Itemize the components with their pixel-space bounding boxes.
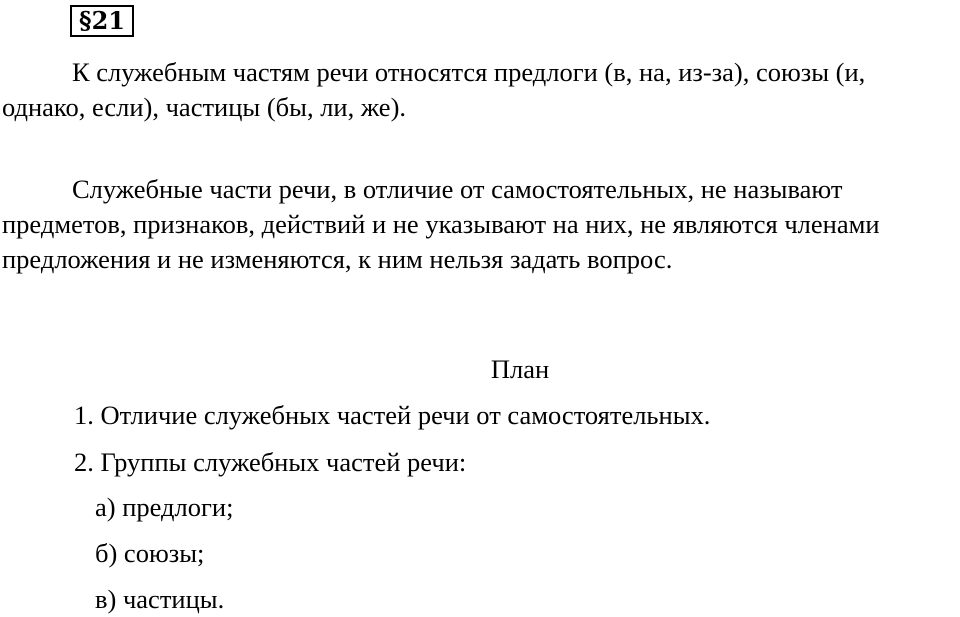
paragraph-1-line-2: однако, если), частицы (бы, ли, же). bbox=[2, 92, 407, 122]
plan-subitem-b: б) союзы; bbox=[95, 538, 205, 568]
plan-title: План bbox=[490, 354, 550, 384]
paragraph-2-line-1: Служебные части речи, в отличие от самостоятельных, не называют bbox=[72, 174, 843, 204]
plan-item-1: 1. Отличие служебных частей речи от самостоятельных. bbox=[74, 400, 711, 430]
plan-subitem-c: в) частицы. bbox=[95, 584, 225, 614]
paragraph-1-line-1: К служебным частям речи относятся предлоги (в, на, из-за), союзы (и, bbox=[72, 57, 866, 87]
paragraph-2-line-3: предложения и не изменяются, к ним нельзя задать вопрос. bbox=[2, 244, 673, 274]
section-number-badge bbox=[70, 5, 134, 37]
paragraph-1 bbox=[2, 55, 958, 125]
section-number: §21 bbox=[79, 6, 125, 35]
plan-item-2: 2. Группы служебных частей речи: bbox=[74, 447, 467, 477]
paragraph-2-line-2: предметов, признаков, действий и не указывают на них, не являются членами bbox=[2, 209, 880, 239]
plan-subitem-a: а) предлоги; bbox=[95, 492, 234, 522]
paragraph-2 bbox=[2, 172, 958, 277]
